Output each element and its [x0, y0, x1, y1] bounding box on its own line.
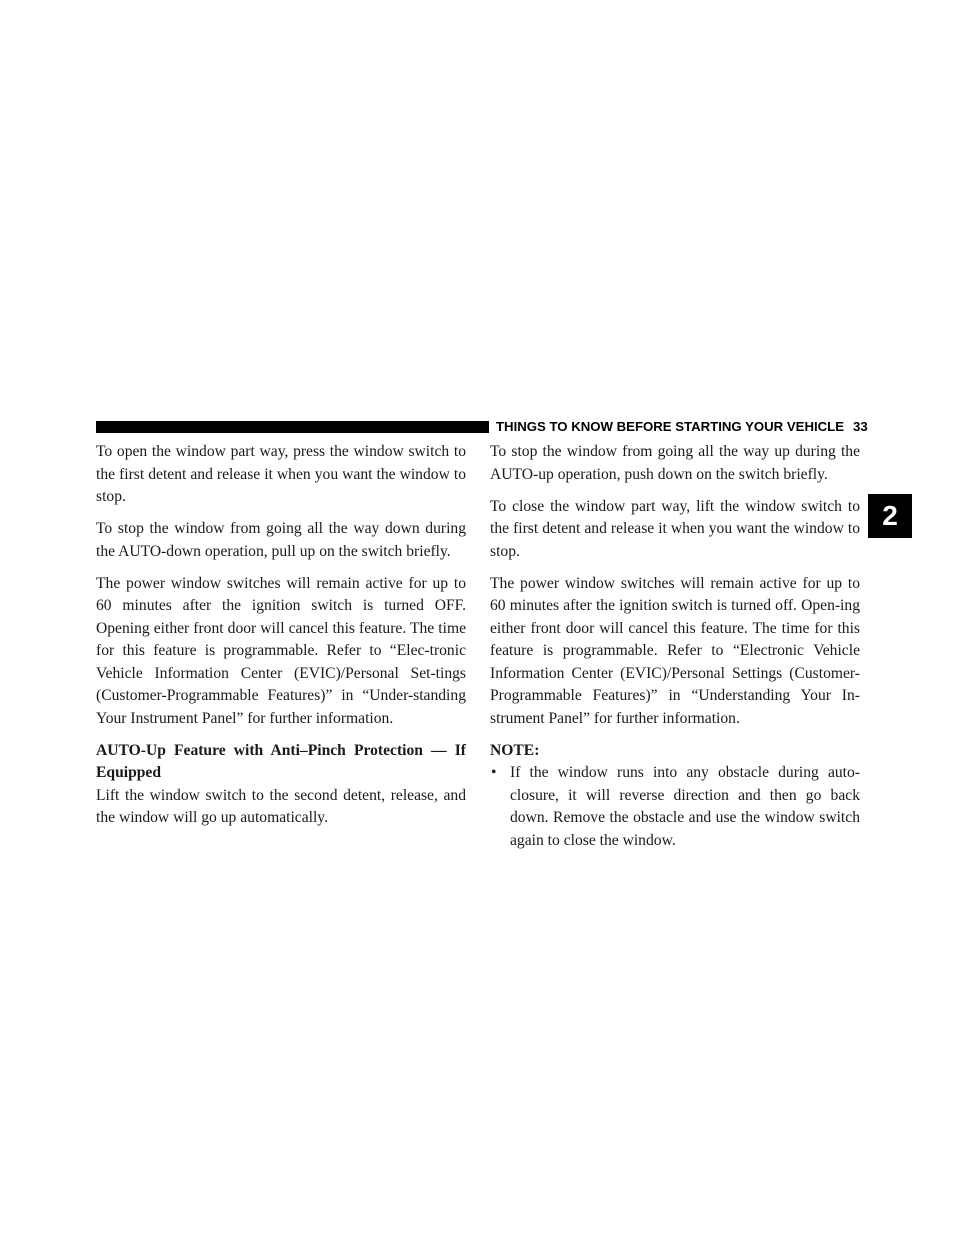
paragraph: To open the window part way, press the window switch to the first detent and release it when you want the window to stop.	[96, 443, 466, 505]
note-label: NOTE:	[490, 741, 540, 759]
right-column	[490, 441, 860, 852]
left-column	[96, 441, 466, 839]
section-heading: AUTO-Up Feature with Anti–Pinch Protection — If Equipped	[96, 741, 466, 781]
running-header-title: THINGS TO KNOW BEFORE STARTING YOUR VEHICLE	[496, 419, 845, 434]
chapter-tab: 2	[868, 494, 912, 538]
list-item-text: If the window runs into any obstacle during auto-closure, it will reverse direction and then go back down. Remove the obstacle and use the window switch again to close the window.	[510, 764, 860, 849]
list-item	[490, 762, 860, 852]
paragraph: To stop the window from going all the way down during the AUTO-down operation, pull up on the switch briefly.	[96, 520, 466, 560]
paragraph: To close the window part way, lift the window switch to the first detent and release it when you want the window to stop.	[490, 497, 860, 560]
paragraph: The power window switches will remain active for up to 60 minutes after the ignition switch is turned OFF. Opening either front door will cancel this feature. The time for this feature is programmable. Refer to “Elec-tronic Vehicle Information Center (EVIC)/Personal Set-tings (Customer-Programmable Features)” in “Under-standing Your Instrument Panel” for further information.	[96, 574, 466, 727]
header-rule	[96, 421, 489, 433]
paragraph: To stop the window from going all the way up during the AUTO-up operation, push down on the switch briefly.	[490, 443, 860, 483]
page-number: 33	[853, 419, 868, 434]
bullet-icon: •	[491, 764, 497, 781]
paragraph: Lift the window switch to the second detent, release, and the window will go up automatically.	[96, 786, 466, 826]
running-header	[496, 417, 866, 437]
paragraph: The power window switches will remain active for up to 60 minutes after the ignition switch is turned off. Open-ing either front door will cancel this feature. The time for this feature is programmable. Refer to “Electronic Vehicle Information Center (EVIC)/Personal Settings (Customer-Programmable Features)” in “Understanding Your In-strument Panel” for further information.	[490, 574, 860, 727]
